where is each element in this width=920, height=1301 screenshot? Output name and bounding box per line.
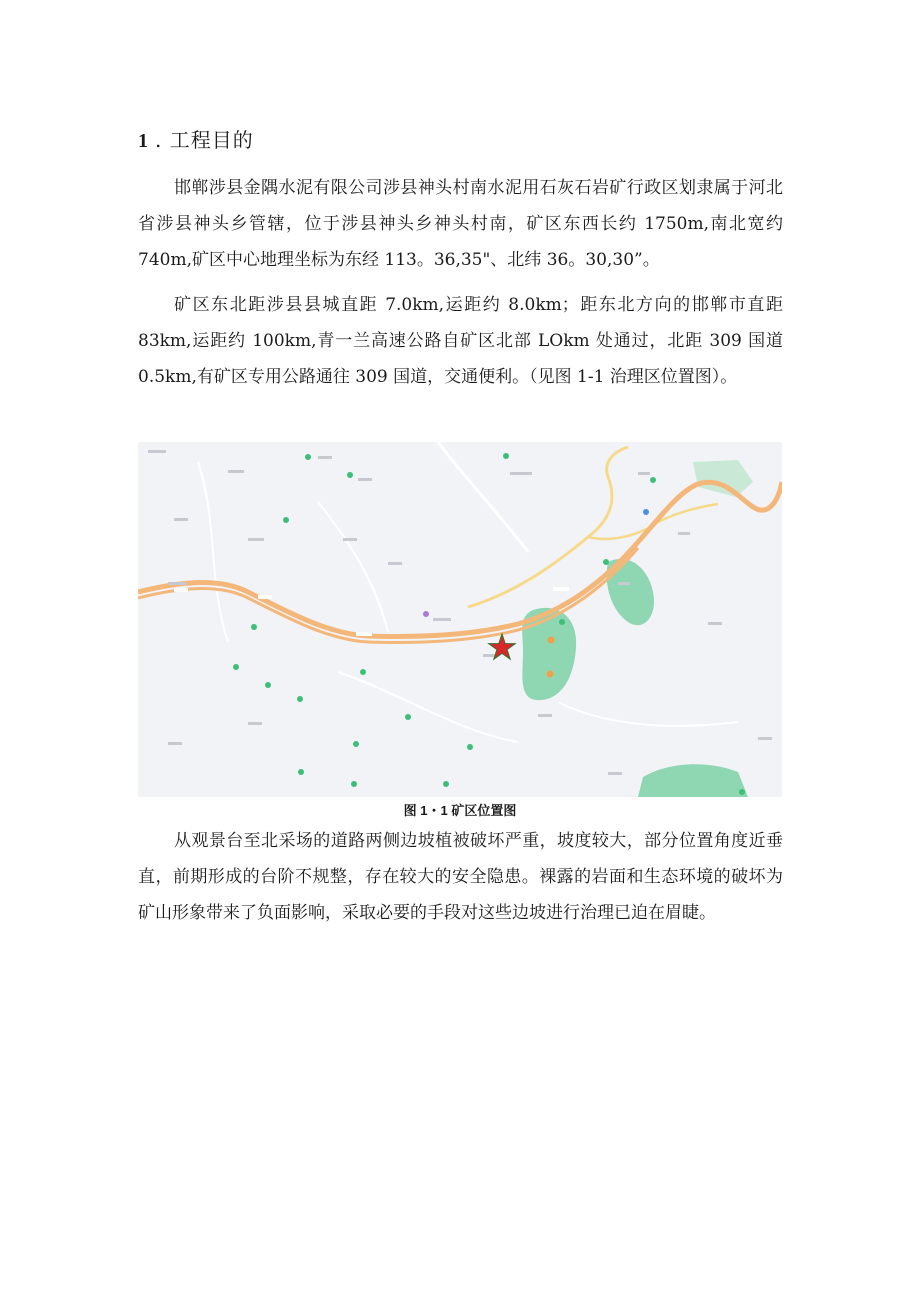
map-label bbox=[618, 582, 630, 585]
poi-marker bbox=[353, 741, 359, 747]
poi-marker bbox=[305, 454, 311, 460]
figure-caption: 图 1・1 矿区位置图 bbox=[403, 803, 517, 818]
map-label bbox=[433, 618, 451, 621]
highway-shield bbox=[356, 632, 372, 636]
map-label bbox=[343, 538, 357, 541]
poi-marker bbox=[503, 453, 509, 459]
map-label bbox=[228, 470, 244, 473]
map-label bbox=[318, 456, 332, 459]
poi-marker bbox=[233, 664, 239, 670]
map-label bbox=[638, 472, 650, 475]
map-label bbox=[248, 538, 264, 541]
poi-marker bbox=[351, 781, 357, 787]
poi-marker bbox=[739, 789, 745, 795]
poi-marker bbox=[603, 559, 609, 565]
poi-marker bbox=[643, 509, 649, 515]
map-label bbox=[168, 742, 182, 745]
map-label bbox=[248, 722, 262, 725]
poi-marker bbox=[360, 669, 366, 675]
map-label bbox=[758, 737, 772, 740]
poi-marker bbox=[297, 696, 303, 702]
poi-marker bbox=[265, 682, 271, 688]
poi-marker bbox=[443, 781, 449, 787]
map-label bbox=[608, 772, 622, 775]
map-label bbox=[358, 478, 372, 481]
paragraph-transport: 矿区东北距涉县县城直距 7.0km,运距约 8.0km；距东北方向的邯郸市直距 83km,运距约 100km,青一兰高速公路自矿区北部 LOkm 处通过，北距 309 国道 0.5km,有矿区专用公路通往 309 国道，交通便利。（见图 1-1 治理区位置图）。 bbox=[138, 295, 783, 387]
poi-marker bbox=[548, 637, 555, 644]
poi-marker bbox=[423, 611, 429, 617]
green-area-corner bbox=[693, 460, 753, 497]
section-title: . 工程目的 bbox=[155, 128, 254, 152]
minor-road bbox=[318, 502, 388, 632]
poi-marker bbox=[405, 714, 411, 720]
poi-marker bbox=[347, 472, 353, 478]
map-label bbox=[148, 450, 166, 453]
paragraph-slope: 从观景台至北采场的道路两侧边坡植被破坏严重，坡度较大，部分位置角度近垂直，前期形成的台阶不规整，存在较大的安全隐患。裸露的岩面和生态环境的破坏为矿山形象带来了负面影响，采取必要的手段对这些边坡进行治理已迫在眉睫。 bbox=[138, 831, 783, 923]
poi-marker bbox=[283, 517, 289, 523]
poi-marker bbox=[298, 769, 304, 775]
section-number: 1 bbox=[138, 130, 149, 152]
highway-shield bbox=[553, 587, 569, 591]
highway-shield bbox=[174, 588, 188, 592]
map-label bbox=[174, 518, 188, 521]
map-label bbox=[168, 582, 186, 585]
minor-road bbox=[438, 442, 528, 552]
map-label bbox=[678, 532, 690, 535]
poi-marker bbox=[650, 477, 656, 483]
poi-marker bbox=[559, 619, 565, 625]
highway bbox=[138, 482, 782, 637]
poi-marker bbox=[251, 624, 257, 630]
minor-road bbox=[198, 462, 228, 642]
map-label bbox=[388, 562, 402, 565]
map-label bbox=[708, 622, 722, 625]
location-map bbox=[138, 442, 782, 797]
poi-marker bbox=[547, 671, 554, 678]
map-label bbox=[538, 714, 552, 717]
minor-road bbox=[338, 672, 518, 742]
highway-shield bbox=[258, 595, 272, 599]
green-area-southeast bbox=[638, 764, 748, 797]
poi-marker bbox=[467, 744, 473, 750]
paragraph-location: 邯郸涉县金隅水泥有限公司涉县神头村南水泥用石灰石岩矿行政区划隶属于河北省涉县神头乡管辖，位于涉县神头乡神头村南，矿区东西长约 1750m,南北宽约 740m,矿区中心地理坐标为东经 113。36,35"、北纬 36。30,30”。 bbox=[138, 178, 783, 270]
map-label bbox=[510, 472, 532, 475]
section-heading bbox=[138, 124, 254, 153]
minor-road bbox=[558, 702, 738, 726]
